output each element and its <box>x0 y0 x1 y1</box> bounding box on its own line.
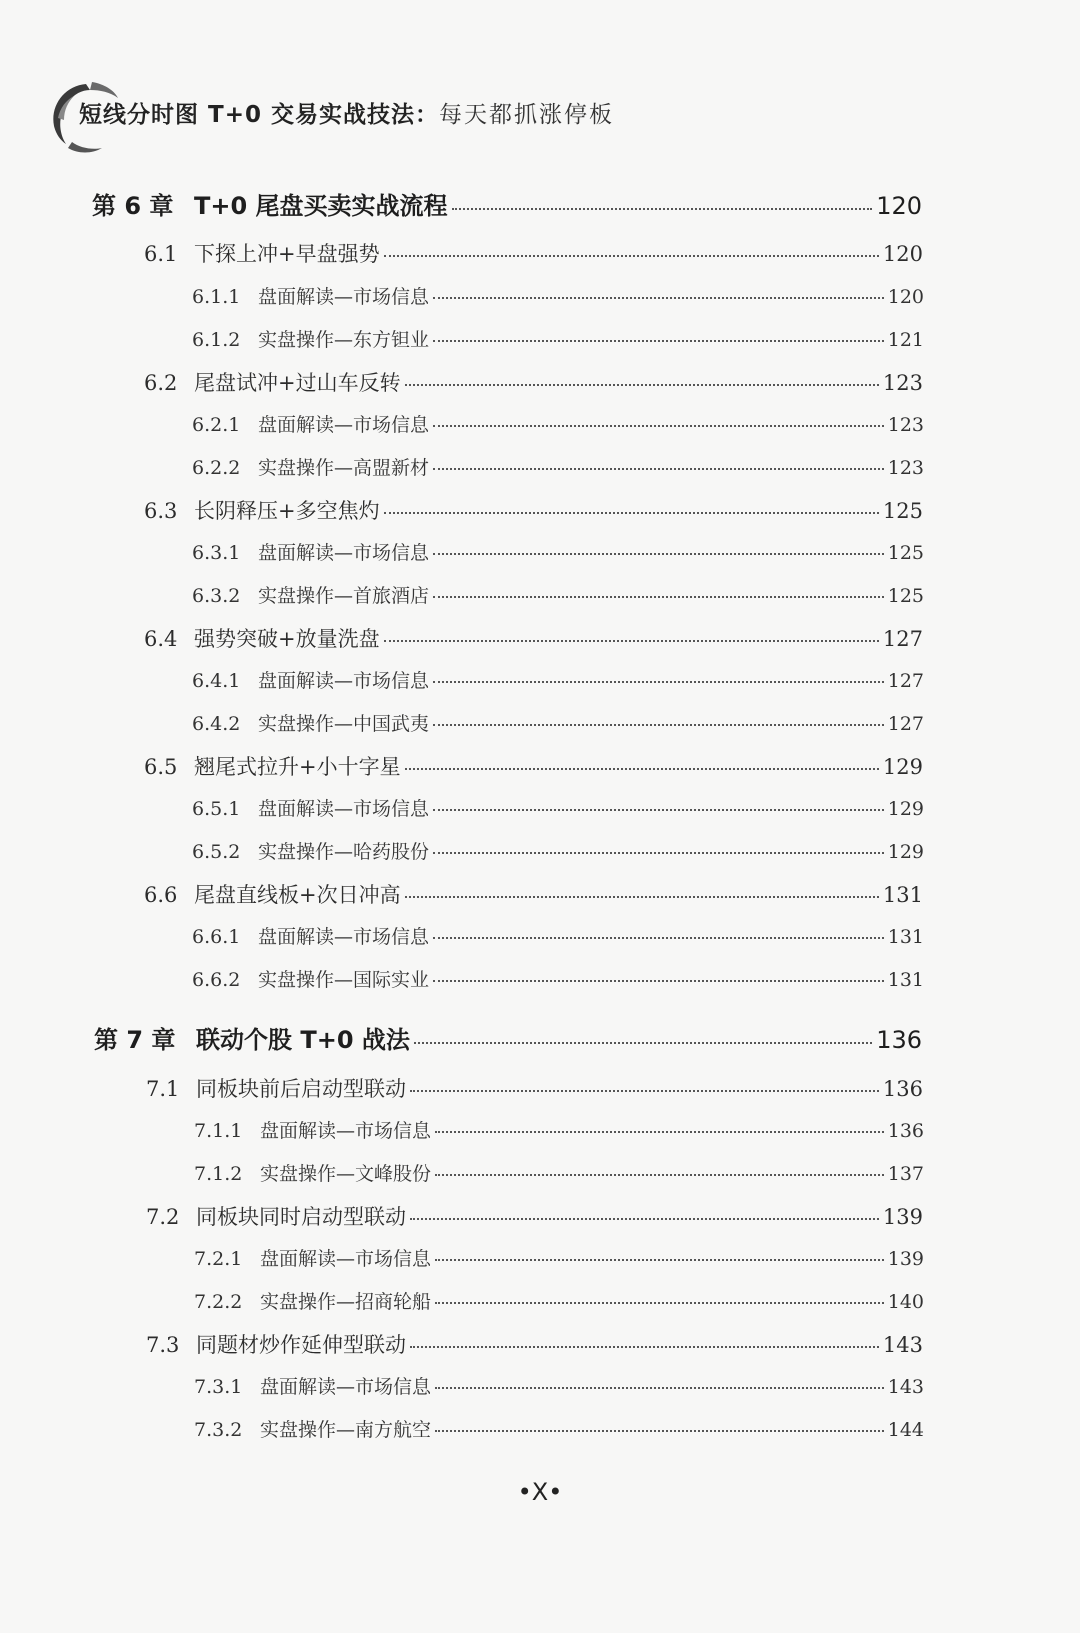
dot-leader <box>410 1344 879 1348</box>
dot-leader <box>435 1428 884 1432</box>
toc-entry-page-number: 140 <box>887 1291 924 1313</box>
dot-leader <box>433 978 884 982</box>
toc-sub-entry[interactable] <box>192 794 924 821</box>
dot-leader <box>435 1172 884 1176</box>
dot-leader <box>433 594 884 598</box>
toc-entry-title: 盘面解读—市场信息 <box>258 414 430 436</box>
toc-entry-number: 7.1 <box>146 1077 180 1101</box>
toc-entry-page-number: 123 <box>887 457 924 479</box>
dot-leader <box>435 1257 884 1261</box>
toc-entry-number: 7.2.2 <box>194 1291 243 1313</box>
toc-section-entry[interactable] <box>146 1073 923 1103</box>
toc-sub-entry[interactable] <box>192 922 924 949</box>
toc-entry-page-number: 129 <box>887 798 924 820</box>
toc-entry-number: 6.4.2 <box>192 713 241 735</box>
header-title-sub: 每天都抓涨停板 <box>438 102 614 128</box>
toc-entry-title: T+0 尾盘买卖实战流程 <box>194 192 448 220</box>
toc-sub-entry[interactable] <box>194 1287 924 1314</box>
toc-entry-page-number: 143 <box>887 1376 924 1398</box>
toc-entry-page-number: 129 <box>882 755 923 779</box>
toc-entry-title: 盘面解读—市场信息 <box>258 286 430 308</box>
toc-sub-entry[interactable] <box>194 1159 924 1186</box>
dot-leader <box>433 935 884 939</box>
dot-leader <box>433 551 884 555</box>
toc-entry-page-number: 143 <box>882 1333 923 1357</box>
toc-entry-page-number: 131 <box>887 969 924 991</box>
dot-leader <box>405 766 879 770</box>
toc-entry-number: 7.3.1 <box>194 1376 243 1398</box>
toc-chapter-entry[interactable] <box>94 1020 922 1055</box>
dot-leader <box>433 722 884 726</box>
dot-leader <box>435 1129 884 1133</box>
toc-entry-title: 盘面解读—市场信息 <box>260 1248 432 1270</box>
toc-entry-title: 尾盘直线板+次日冲高 <box>194 883 401 907</box>
toc-entry-number: 第 7 章 <box>94 1026 176 1054</box>
toc-entry-title: 实盘操作—东方钽业 <box>258 329 430 351</box>
toc-entry-page-number: 139 <box>882 1205 923 1229</box>
toc-entry-title: 强势突破+放量洗盘 <box>194 627 380 651</box>
toc-entry-title: 尾盘试冲+过山车反转 <box>194 371 401 395</box>
toc-entry-number: 7.2 <box>146 1205 180 1229</box>
dot-leader <box>433 850 884 854</box>
toc-entry-number: 6.6.1 <box>192 926 241 948</box>
toc-entry-title: 同题材炒作延伸型联动 <box>196 1333 406 1357</box>
toc-entry-page-number: 137 <box>887 1163 924 1185</box>
toc-entry-page-number: 123 <box>882 371 923 395</box>
page-number-footer: •X• <box>517 1478 563 1506</box>
toc-entry-title: 盘面解读—市场信息 <box>258 798 430 820</box>
toc-entry-number: 6.4.1 <box>192 670 241 692</box>
toc-section-entry[interactable] <box>144 751 923 781</box>
dot-leader <box>405 382 879 386</box>
toc-sub-entry[interactable] <box>192 666 924 693</box>
dot-leader <box>384 638 879 642</box>
toc-entry-number: 7.1.1 <box>194 1120 243 1142</box>
toc-entry-page-number: 129 <box>887 841 924 863</box>
toc-entry-number: 6.2.1 <box>192 414 241 436</box>
running-header <box>46 78 726 148</box>
toc-entry-title: 翘尾式拉升+小十字星 <box>194 755 401 779</box>
toc-entry-number: 第 6 章 <box>92 192 174 220</box>
toc-entry-page-number: 136 <box>876 1026 922 1054</box>
toc-sub-entry[interactable] <box>194 1116 924 1143</box>
dot-leader <box>414 1040 872 1044</box>
toc-entry-page-number: 127 <box>887 713 924 735</box>
toc-entry-page-number: 136 <box>887 1120 924 1142</box>
toc-entry-title: 盘面解读—市场信息 <box>258 926 430 948</box>
toc-sub-entry[interactable] <box>194 1244 924 1271</box>
toc-entry-number: 7.2.1 <box>194 1248 243 1270</box>
toc-sub-entry[interactable] <box>192 325 924 352</box>
toc-entry-number: 6.1 <box>144 242 178 266</box>
toc-entry-page-number: 131 <box>887 926 924 948</box>
toc-section-entry[interactable] <box>144 367 923 397</box>
toc-entry-number: 6.5.2 <box>192 841 241 863</box>
dot-leader <box>433 423 884 427</box>
dot-leader <box>433 466 884 470</box>
toc-entry-number: 6.3.1 <box>192 542 241 564</box>
header-title <box>79 96 614 129</box>
toc-sub-entry[interactable] <box>192 282 924 309</box>
toc-entry-page-number: 136 <box>882 1077 923 1101</box>
dot-leader <box>384 510 879 514</box>
toc-sub-entry[interactable] <box>192 453 924 480</box>
toc-entry-number: 6.6 <box>144 883 178 907</box>
toc-entry-number: 6.5 <box>144 755 178 779</box>
toc-entry-title: 联动个股 T+0 战法 <box>196 1026 410 1054</box>
toc-entry-title: 盘面解读—市场信息 <box>258 670 430 692</box>
toc-sub-entry[interactable] <box>194 1415 924 1442</box>
toc-entry-page-number: 127 <box>882 627 923 651</box>
toc-entry-number: 6.5.1 <box>192 798 241 820</box>
toc-entry-page-number: 125 <box>887 542 924 564</box>
toc-entry-page-number: 144 <box>887 1419 924 1441</box>
toc-entry-page-number: 121 <box>887 329 924 351</box>
dot-leader <box>410 1216 879 1220</box>
toc-entry-page-number: 139 <box>887 1248 924 1270</box>
toc-entry-number: 6.3.2 <box>192 585 241 607</box>
toc-entry-number: 6.1.2 <box>192 329 241 351</box>
toc-sub-entry[interactable] <box>192 965 924 992</box>
toc-entry-page-number: 120 <box>876 192 922 220</box>
toc-entry-title: 实盘操作—文峰股份 <box>260 1163 432 1185</box>
toc-section-entry[interactable] <box>144 623 923 653</box>
dot-leader <box>435 1300 884 1304</box>
toc-entry-number: 6.3 <box>144 499 178 523</box>
toc-sub-entry[interactable] <box>192 581 924 608</box>
dot-leader <box>405 894 879 898</box>
toc-sub-entry[interactable] <box>192 538 924 565</box>
toc-sub-entry[interactable] <box>192 837 924 864</box>
toc-entry-title: 盘面解读—市场信息 <box>260 1376 432 1398</box>
toc-section-entry[interactable] <box>146 1201 923 1231</box>
header-title-main: 短线分时图 T+0 交易实战技法： <box>79 102 439 128</box>
toc-entry-number: 6.6.2 <box>192 969 241 991</box>
toc-entry-title: 实盘操作—高盟新材 <box>258 457 430 479</box>
toc-entry-page-number: 120 <box>882 242 923 266</box>
dot-leader <box>452 206 873 210</box>
dot-leader <box>433 679 884 683</box>
toc-entry-title: 实盘操作—哈药股份 <box>258 841 430 863</box>
dot-leader <box>433 807 884 811</box>
toc-entry-title: 盘面解读—市场信息 <box>258 542 430 564</box>
toc-entry-page-number: 131 <box>882 883 923 907</box>
dot-leader <box>433 295 884 299</box>
toc-entry-title: 实盘操作—中国武夷 <box>258 713 430 735</box>
toc-sub-entry[interactable] <box>194 1372 924 1399</box>
toc-entry-title: 长阴释压+多空焦灼 <box>194 499 380 523</box>
toc-entry-page-number: 120 <box>887 286 924 308</box>
toc-entry-page-number: 123 <box>887 414 924 436</box>
toc-entry-title: 同板块前后启动型联动 <box>196 1077 406 1101</box>
toc-entry-number: 7.3.2 <box>194 1419 243 1441</box>
toc-entry-number: 6.2 <box>144 371 178 395</box>
toc-entry-title: 盘面解读—市场信息 <box>260 1120 432 1142</box>
toc-entry-title: 实盘操作—招商轮船 <box>260 1291 432 1313</box>
dot-leader <box>384 253 879 257</box>
toc-sub-entry[interactable] <box>192 709 924 736</box>
dot-leader <box>433 338 884 342</box>
toc-entry-number: 7.3 <box>146 1333 180 1357</box>
toc-entry-title: 下探上冲+早盘强势 <box>194 242 380 266</box>
toc-entry-title: 实盘操作—南方航空 <box>260 1419 432 1441</box>
toc-entry-title: 同板块同时启动型联动 <box>196 1205 406 1229</box>
toc-entry-title: 实盘操作—首旅酒店 <box>258 585 430 607</box>
toc-entry-page-number: 127 <box>887 670 924 692</box>
toc-entry-number: 6.4 <box>144 627 178 651</box>
toc-section-entry[interactable] <box>144 495 923 525</box>
toc-chapter-entry[interactable] <box>92 186 922 221</box>
dot-leader <box>435 1385 884 1389</box>
toc-section-entry[interactable] <box>146 1329 923 1359</box>
toc-section-entry[interactable] <box>144 238 923 268</box>
toc-entry-title: 实盘操作—国际实业 <box>258 969 430 991</box>
toc-section-entry[interactable] <box>144 879 923 909</box>
toc-entry-number: 6.1.1 <box>192 286 241 308</box>
toc-entry-page-number: 125 <box>887 585 924 607</box>
toc-sub-entry[interactable] <box>192 410 924 437</box>
dot-leader <box>410 1088 879 1092</box>
toc-entry-page-number: 125 <box>882 499 923 523</box>
toc-entry-number: 7.1.2 <box>194 1163 243 1185</box>
toc-entry-number: 6.2.2 <box>192 457 241 479</box>
